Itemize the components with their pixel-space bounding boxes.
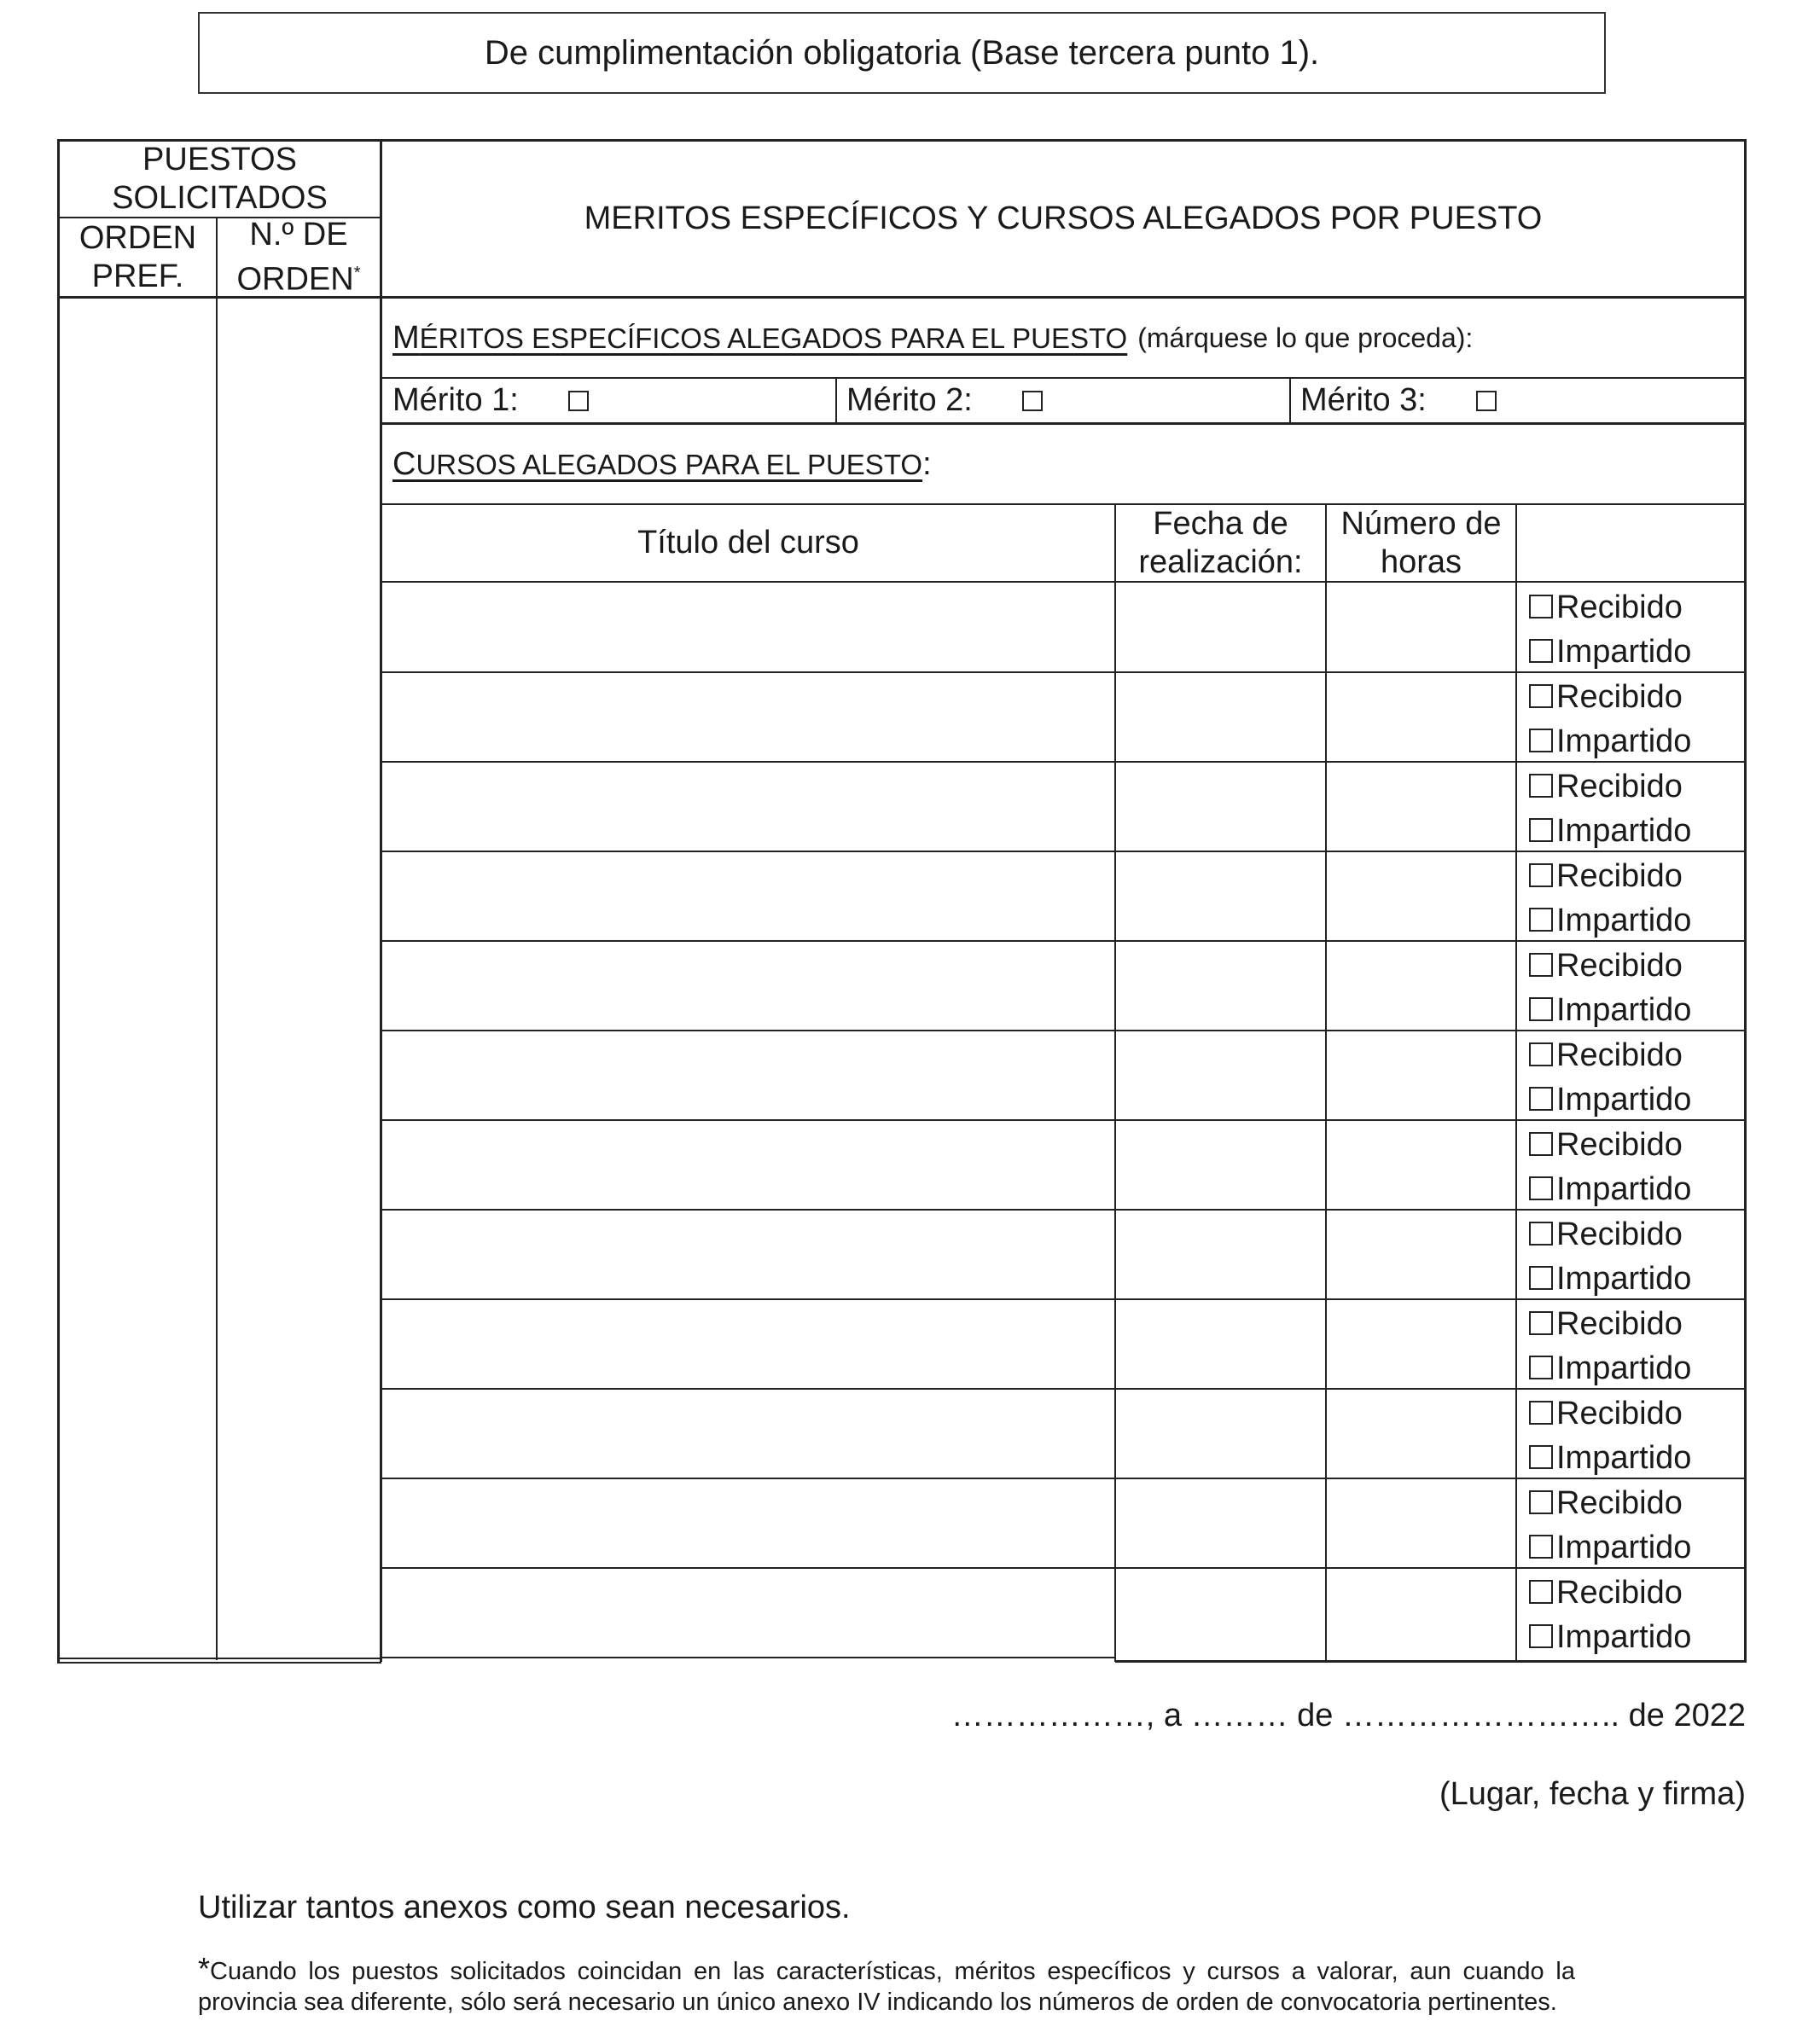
- fecha-line2: realización:: [1138, 543, 1303, 580]
- left-section-border: [380, 139, 382, 1662]
- merito-3-checkbox[interactable]: [1476, 391, 1497, 411]
- impartido-checkbox[interactable]: [1529, 1624, 1553, 1648]
- left-bottom-border-2: [57, 1662, 381, 1664]
- recibido-label: Recibido: [1556, 948, 1683, 984]
- num-orden-line2-wrap: [236, 254, 360, 299]
- recibido-option[interactable]: [1529, 1391, 1691, 1436]
- row-12-options[interactable]: [1529, 1571, 1691, 1659]
- recibido-label: Recibido: [1556, 1396, 1683, 1431]
- merito-2-label: Mérito 2:: [846, 382, 973, 418]
- recibido-checkbox[interactable]: [1529, 1311, 1553, 1335]
- impartido-label: Impartido: [1556, 992, 1692, 1028]
- recibido-option[interactable]: [1529, 675, 1691, 719]
- impartido-option[interactable]: [1529, 809, 1691, 853]
- impartido-checkbox[interactable]: [1529, 729, 1553, 752]
- recibido-option[interactable]: [1529, 944, 1691, 988]
- recibido-checkbox[interactable]: [1529, 1401, 1553, 1425]
- impartido-label: Impartido: [1556, 1261, 1692, 1297]
- puestos-header-line1: PUESTOS: [142, 142, 297, 177]
- impartido-label: Impartido: [1556, 1171, 1692, 1207]
- impartido-option[interactable]: [1529, 898, 1691, 943]
- options-left-border: [1515, 503, 1517, 1662]
- recibido-checkbox[interactable]: [1529, 953, 1553, 977]
- row-10-options[interactable]: [1529, 1391, 1691, 1480]
- impartido-label: Impartido: [1556, 1530, 1692, 1565]
- left-bottom-border: [57, 1658, 381, 1659]
- puestos-header: [60, 142, 380, 217]
- horas-line1: Número de: [1340, 505, 1502, 542]
- recibido-checkbox[interactable]: [1529, 1042, 1553, 1066]
- recibido-option[interactable]: [1529, 1481, 1691, 1525]
- right-bottom-border: [1115, 1660, 1746, 1663]
- recibido-label: Recibido: [1556, 679, 1683, 715]
- cursos-label-first: C: [392, 445, 416, 482]
- footnote: [198, 1951, 1575, 2018]
- recibido-label: Recibido: [1556, 1485, 1683, 1521]
- meritos-label-text: [392, 320, 1127, 357]
- fecha-left-border: [1114, 503, 1116, 1662]
- annex-note: Utilizar tantos anexos como sean necesarios.: [198, 1890, 851, 1925]
- impartido-checkbox[interactable]: [1529, 908, 1553, 932]
- horas-line2: horas: [1380, 543, 1462, 580]
- impartido-checkbox[interactable]: [1529, 1445, 1553, 1469]
- obligatory-note: De cumplimentación obligatoria (Base tercera punto 1).: [484, 33, 1320, 72]
- row-5-options[interactable]: [1529, 944, 1691, 1032]
- main-header-text: MERITOS ESPECÍFICOS Y CURSOS ALEGADOS POR PUESTO: [584, 200, 1543, 236]
- impartido-option[interactable]: [1529, 630, 1691, 674]
- recibido-option[interactable]: [1529, 1571, 1691, 1615]
- columns-header-bottom: [381, 581, 1746, 583]
- recibido-label: Recibido: [1556, 1575, 1683, 1611]
- impartido-label: Impartido: [1556, 813, 1692, 849]
- recibido-label: Recibido: [1556, 1037, 1683, 1073]
- row-8-options[interactable]: [1529, 1212, 1691, 1301]
- merito-3-label: Mérito 3:: [1300, 382, 1427, 418]
- impartido-checkbox[interactable]: [1529, 639, 1553, 663]
- recibido-label: Recibido: [1556, 1127, 1683, 1163]
- cursos-label-text: [392, 446, 922, 483]
- merito-divider-1: [835, 377, 837, 423]
- row-3-options[interactable]: [1529, 764, 1691, 853]
- impartido-checkbox[interactable]: [1529, 1087, 1553, 1111]
- merito-2-checkbox[interactable]: [1022, 391, 1043, 411]
- cursos-label-rest: URSOS ALEGADOS PARA EL PUESTO: [416, 448, 923, 480]
- impartido-option[interactable]: [1529, 1615, 1691, 1659]
- merito-3[interactable]: [1300, 379, 1497, 422]
- fecha-line1: Fecha de: [1153, 505, 1288, 542]
- merito-divider-2: [1289, 377, 1291, 423]
- impartido-option[interactable]: [1529, 1436, 1691, 1480]
- merito-1-label: Mérito 1:: [392, 382, 519, 418]
- row-11-options[interactable]: [1529, 1481, 1691, 1570]
- horas-column-header: [1327, 505, 1515, 581]
- main-header: [382, 142, 1744, 296]
- meritos-label-first: M: [392, 319, 420, 356]
- recibido-label: Recibido: [1556, 589, 1683, 625]
- signature-caption: (Lugar, fecha y firma): [1439, 1776, 1746, 1812]
- recibido-checkbox[interactable]: [1529, 595, 1553, 618]
- num-orden-line1: N.º DE: [249, 216, 348, 253]
- horas-left-border: [1325, 503, 1327, 1662]
- impartido-option[interactable]: [1529, 988, 1691, 1032]
- impartido-option[interactable]: [1529, 1525, 1691, 1570]
- row-6-options[interactable]: [1529, 1033, 1691, 1122]
- impartido-label: Impartido: [1556, 1082, 1692, 1118]
- footnote-star: *: [198, 1951, 211, 1986]
- num-orden-line2: ORDEN: [236, 261, 354, 298]
- orden-pref-line2: PREF.: [91, 258, 184, 294]
- impartido-option[interactable]: [1529, 719, 1691, 764]
- impartido-checkbox[interactable]: [1529, 997, 1553, 1021]
- merito-1[interactable]: [392, 379, 589, 422]
- impartido-option[interactable]: [1529, 1257, 1691, 1301]
- recibido-checkbox[interactable]: [1529, 684, 1553, 708]
- impartido-label: Impartido: [1556, 1440, 1692, 1476]
- impartido-option[interactable]: [1529, 1167, 1691, 1211]
- signature-line: ………………, a ……… de …………………….. de 2022: [951, 1698, 1746, 1733]
- orden-divider: [216, 217, 218, 1660]
- num-orden-header: [218, 218, 380, 296]
- recibido-label: Recibido: [1556, 858, 1683, 894]
- impartido-checkbox[interactable]: [1529, 1176, 1553, 1200]
- impartido-label: Impartido: [1556, 1350, 1692, 1386]
- impartido-checkbox[interactable]: [1529, 1535, 1553, 1559]
- merito-1-checkbox[interactable]: [568, 391, 589, 411]
- table-left-border: [57, 139, 60, 1662]
- row-4-options[interactable]: [1529, 854, 1691, 943]
- asterisk-mark: *: [353, 263, 361, 282]
- impartido-label: Impartido: [1556, 634, 1692, 670]
- orden-pref-line1: ORDEN: [78, 219, 197, 256]
- row-1-options[interactable]: [1529, 585, 1691, 674]
- cursos-label: [392, 425, 932, 503]
- meritos-label-rest: ÉRITOS ESPECÍFICOS ALEGADOS PARA EL PUESTO: [419, 322, 1128, 354]
- puestos-header-line2: SOLICITADOS: [112, 180, 328, 216]
- meritos-label: [392, 299, 1473, 377]
- recibido-option[interactable]: [1529, 1212, 1691, 1257]
- meritos-hint: (márquese lo que proceda):: [1137, 322, 1474, 353]
- footnote-text: Cuando los puestos solicitados coincidan en las características, méritos específicos y cursos a valorar, aun cuando la provincia sea diferente, sólo será necesario un único anexo IV indicando los números de orden de convocatoria pertinentes.: [198, 1958, 1575, 2016]
- impartido-option[interactable]: [1529, 1346, 1691, 1391]
- recibido-label: Recibido: [1556, 1217, 1683, 1252]
- recibido-checkbox[interactable]: [1529, 1132, 1553, 1156]
- fecha-column-header: [1116, 505, 1325, 581]
- recibido-option[interactable]: [1529, 585, 1691, 630]
- recibido-option[interactable]: [1529, 1302, 1691, 1346]
- orden-pref-header: [60, 218, 216, 296]
- recibido-option[interactable]: [1529, 764, 1691, 809]
- recibido-checkbox[interactable]: [1529, 774, 1553, 798]
- impartido-option[interactable]: [1529, 1077, 1691, 1122]
- table-right-border: [1744, 139, 1747, 1663]
- titulo-bottom-border: [381, 1657, 1115, 1658]
- recibido-checkbox[interactable]: [1529, 1580, 1553, 1604]
- obligatory-note-box: [198, 12, 1606, 94]
- recibido-checkbox[interactable]: [1529, 863, 1553, 887]
- impartido-label: Impartido: [1556, 723, 1692, 759]
- impartido-label: Impartido: [1556, 903, 1692, 938]
- recibido-label: Recibido: [1556, 1306, 1683, 1342]
- row-2-options[interactable]: [1529, 675, 1691, 764]
- recibido-option[interactable]: [1529, 854, 1691, 898]
- recibido-option[interactable]: [1529, 1123, 1691, 1167]
- impartido-label: Impartido: [1556, 1619, 1692, 1655]
- recibido-checkbox[interactable]: [1529, 1222, 1553, 1246]
- titulo-column-text: Título del curso: [637, 525, 859, 560]
- impartido-checkbox[interactable]: [1529, 1356, 1553, 1379]
- merito-2[interactable]: [846, 379, 1043, 422]
- titulo-column-header: [382, 505, 1114, 581]
- row-7-options[interactable]: [1529, 1123, 1691, 1211]
- recibido-label: Recibido: [1556, 769, 1683, 804]
- row-9-options[interactable]: [1529, 1302, 1691, 1391]
- impartido-checkbox[interactable]: [1529, 818, 1553, 842]
- recibido-option[interactable]: [1529, 1033, 1691, 1077]
- recibido-checkbox[interactable]: [1529, 1490, 1553, 1514]
- impartido-checkbox[interactable]: [1529, 1266, 1553, 1290]
- cursos-label-colon: :: [922, 445, 932, 482]
